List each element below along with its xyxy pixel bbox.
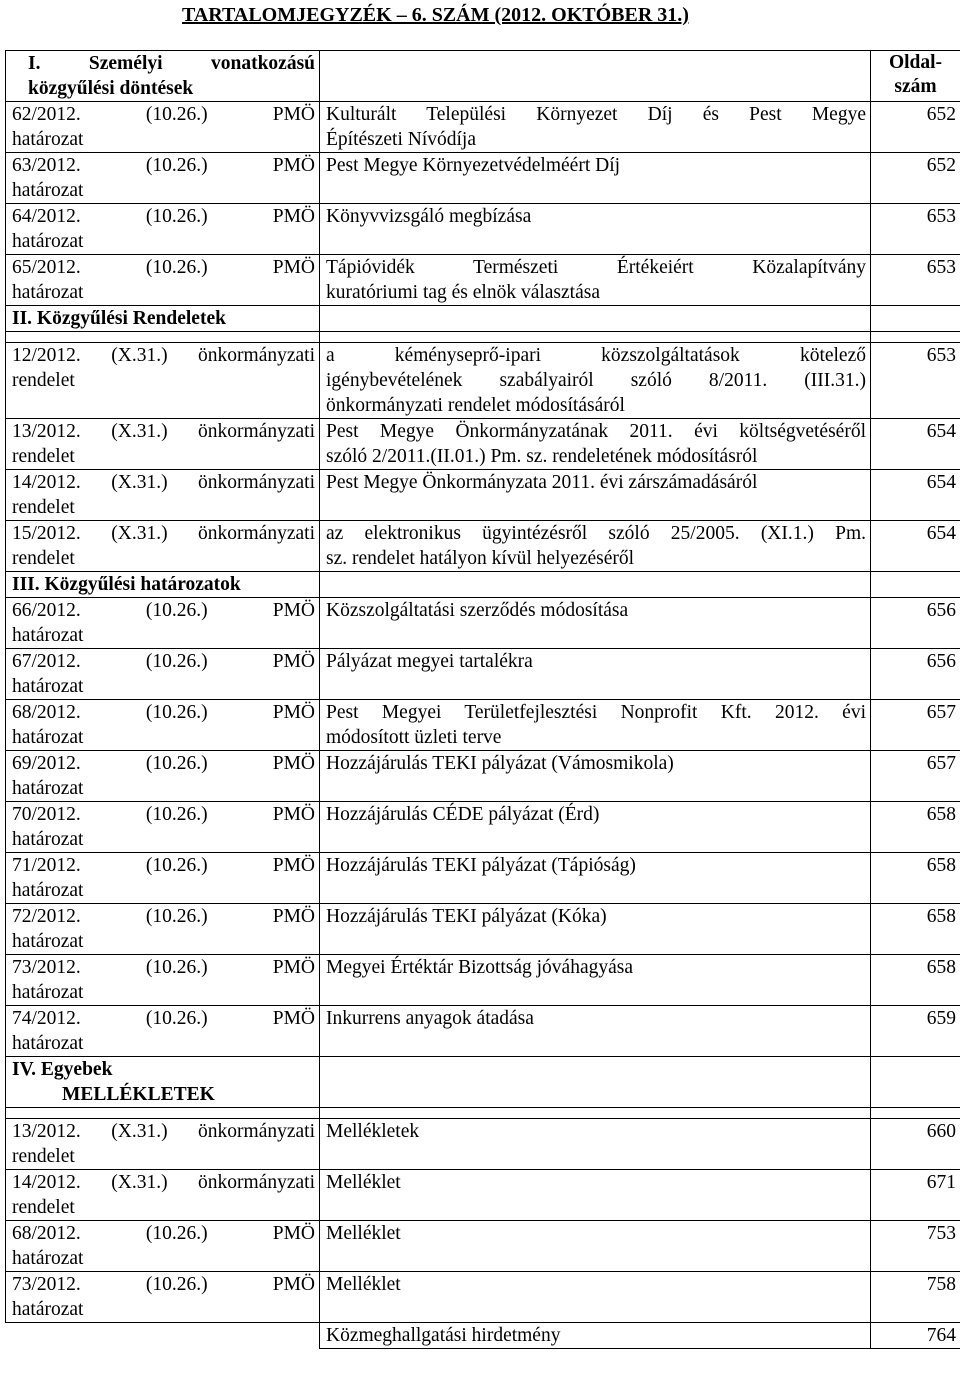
entry-reference: 70/2012. (10.26.) PMÖ határozat bbox=[6, 802, 320, 853]
entry-page: 660 bbox=[871, 1119, 960, 1170]
table-row bbox=[6, 598, 960, 649]
entry-title: Pest Megye Környezetvédelméért Díj bbox=[320, 153, 871, 204]
empty-cell bbox=[871, 1057, 960, 1108]
entry-reference: 14/2012. (X.31.) önkormányzati rendelet bbox=[6, 1170, 320, 1221]
entry-reference: 68/2012. (10.26.) PMÖ határozat bbox=[6, 1221, 320, 1272]
entry-reference: 65/2012. (10.26.) PMÖ határozat bbox=[6, 255, 320, 306]
entry-reference: 73/2012. (10.26.) PMÖ határozat bbox=[6, 1272, 320, 1323]
spacer-row bbox=[6, 332, 960, 343]
entry-title: Megyei Értéktár Bizottság jóváhagyása bbox=[320, 955, 871, 1006]
empty-cell bbox=[320, 1057, 871, 1108]
entry-page: 657 bbox=[871, 751, 960, 802]
entry-reference: 15/2012. (X.31.) önkormányzati rendelet bbox=[6, 521, 320, 572]
section-row bbox=[6, 572, 960, 598]
table-row bbox=[6, 153, 960, 204]
spacer-row bbox=[6, 1108, 960, 1119]
table-row bbox=[6, 853, 960, 904]
entry-title: Hozzájárulás TEKI pályázat (Tápióság) bbox=[320, 853, 871, 904]
section-heading: III. Közgyűlési határozatok bbox=[6, 572, 320, 598]
entry-page: 658 bbox=[871, 955, 960, 1006]
entry-page: 656 bbox=[871, 598, 960, 649]
entry-title: Melléklet bbox=[320, 1272, 871, 1323]
page-title: TARTALOMJEGYZÉK – 6. SZÁM (2012. OKTÓBER 31.) bbox=[182, 4, 689, 26]
entry-title: Pest Megye Önkormányzata 2011. évi zárszámadásáról bbox=[320, 470, 871, 521]
entry-reference: 13/2012. (X.31.) önkormányzati rendelet bbox=[6, 419, 320, 470]
entry-page: 671 bbox=[871, 1170, 960, 1221]
entry-reference: 63/2012. (10.26.) PMÖ határozat bbox=[6, 153, 320, 204]
entry-reference: 14/2012. (X.31.) önkormányzati rendelet bbox=[6, 470, 320, 521]
entry-page: 653 bbox=[871, 204, 960, 255]
entry-title: Pályázat megyei tartalékra bbox=[320, 649, 871, 700]
entry-page: 657 bbox=[871, 700, 960, 751]
entry-page: 753 bbox=[871, 1221, 960, 1272]
table-row bbox=[6, 343, 960, 419]
page-column-header: Oldal- szám bbox=[871, 51, 960, 102]
section-row bbox=[6, 306, 960, 332]
entry-page: 654 bbox=[871, 521, 960, 572]
entry-title: Hozzájárulás CÉDE pályázat (Érd) bbox=[320, 802, 871, 853]
entry-title: Pest Megyei Területfejlesztési Nonprofit Kft. 2012. évi módosított üzleti terve bbox=[320, 700, 871, 751]
entry-reference: 12/2012. (X.31.) önkormányzati rendelet bbox=[6, 343, 320, 419]
table-row bbox=[6, 521, 960, 572]
entry-page: 653 bbox=[871, 343, 960, 419]
entry-page: 656 bbox=[871, 649, 960, 700]
entry-page: 758 bbox=[871, 1272, 960, 1323]
table-row bbox=[6, 255, 960, 306]
header-row bbox=[6, 51, 960, 102]
empty-cell bbox=[320, 1108, 871, 1119]
entry-page: 764 bbox=[871, 1323, 960, 1349]
table-row bbox=[6, 1119, 960, 1170]
entry-page: 654 bbox=[871, 419, 960, 470]
table-row bbox=[6, 102, 960, 153]
empty-cell bbox=[320, 572, 871, 598]
table-row bbox=[6, 419, 960, 470]
entry-title: Tápióvidék Természeti Értékeiért Közalapítvány kuratóriumi tag és elnök választása bbox=[320, 255, 871, 306]
table-row bbox=[6, 470, 960, 521]
empty-cell bbox=[320, 332, 871, 343]
table-row bbox=[6, 751, 960, 802]
empty-cell bbox=[871, 306, 960, 332]
entry-title: az elektronikus ügyintézésről szóló 25/2005. (XI.1.) Pm. sz. rendelet hatályon kívül helyezéséről bbox=[320, 521, 871, 572]
table-row bbox=[6, 802, 960, 853]
entry-title: a kéményseprő-ipari közszolgáltatások kötelező igénybevételének szabályairól szóló 8/2011. (III.31.) önkormányzati rendelet módosításáról bbox=[320, 343, 871, 419]
entry-title: Kulturált Települési Környezet Díj és Pest Megye Építészeti Nívódíja bbox=[320, 102, 871, 153]
table-row bbox=[6, 955, 960, 1006]
entry-title: Közmeghallgatási hirdetmény bbox=[320, 1323, 871, 1349]
entry-title: Könyvvizsgáló megbízása bbox=[320, 204, 871, 255]
table-row bbox=[6, 649, 960, 700]
entry-reference: 67/2012. (10.26.) PMÖ határozat bbox=[6, 649, 320, 700]
entry-reference: 68/2012. (10.26.) PMÖ határozat bbox=[6, 700, 320, 751]
table-row bbox=[6, 204, 960, 255]
table-row bbox=[6, 1272, 960, 1323]
section-heading: I. Személyi vonatkozású közgyűlési döntések bbox=[6, 51, 320, 102]
entry-page: 658 bbox=[871, 802, 960, 853]
table-row bbox=[6, 1221, 960, 1272]
empty-cell bbox=[871, 1108, 960, 1119]
empty-cell bbox=[320, 306, 871, 332]
entry-title: Inkurrens anyagok átadása bbox=[320, 1006, 871, 1057]
table-row bbox=[6, 1323, 960, 1349]
entry-page: 658 bbox=[871, 904, 960, 955]
entry-page: 652 bbox=[871, 102, 960, 153]
entry-page: 652 bbox=[871, 153, 960, 204]
entry-title: Pest Megye Önkormányzatának 2011. évi költségvetéséről szóló 2/2011.(II.01.) Pm. sz. rendeletének módosításról bbox=[320, 419, 871, 470]
entry-title: Hozzájárulás TEKI pályázat (Kóka) bbox=[320, 904, 871, 955]
section-heading: IV. Egyebek MELLÉKLETEK bbox=[6, 1057, 320, 1108]
entry-reference: 66/2012. (10.26.) PMÖ határozat bbox=[6, 598, 320, 649]
entry-page: 653 bbox=[871, 255, 960, 306]
entry-title: Mellékletek bbox=[320, 1119, 871, 1170]
empty-cell bbox=[6, 332, 320, 343]
entry-title: Melléklet bbox=[320, 1221, 871, 1272]
empty-cell bbox=[6, 1108, 320, 1119]
section-heading: II. Közgyűlési Rendeletek bbox=[6, 306, 320, 332]
empty-cell bbox=[6, 1323, 320, 1349]
empty-cell bbox=[320, 51, 871, 102]
entry-reference: 69/2012. (10.26.) PMÖ határozat bbox=[6, 751, 320, 802]
entry-reference: 72/2012. (10.26.) PMÖ határozat bbox=[6, 904, 320, 955]
table-of-contents bbox=[5, 50, 960, 1349]
entry-reference: 74/2012. (10.26.) PMÖ határozat bbox=[6, 1006, 320, 1057]
table-row bbox=[6, 1006, 960, 1057]
entry-reference: 64/2012. (10.26.) PMÖ határozat bbox=[6, 204, 320, 255]
empty-cell bbox=[871, 572, 960, 598]
table-row bbox=[6, 700, 960, 751]
entry-title: Melléklet bbox=[320, 1170, 871, 1221]
table-row bbox=[6, 1170, 960, 1221]
entry-reference: 13/2012. (X.31.) önkormányzati rendelet bbox=[6, 1119, 320, 1170]
entry-reference: 73/2012. (10.26.) PMÖ határozat bbox=[6, 955, 320, 1006]
table-row bbox=[6, 904, 960, 955]
section-row bbox=[6, 1057, 960, 1108]
entry-page: 659 bbox=[871, 1006, 960, 1057]
entry-title: Hozzájárulás TEKI pályázat (Vámosmikola) bbox=[320, 751, 871, 802]
empty-cell bbox=[871, 332, 960, 343]
entry-reference: 71/2012. (10.26.) PMÖ határozat bbox=[6, 853, 320, 904]
entry-title: Közszolgáltatási szerződés módosítása bbox=[320, 598, 871, 649]
entry-reference: 62/2012. (10.26.) PMÖ határozat bbox=[6, 102, 320, 153]
entry-page: 654 bbox=[871, 470, 960, 521]
entry-page: 658 bbox=[871, 853, 960, 904]
